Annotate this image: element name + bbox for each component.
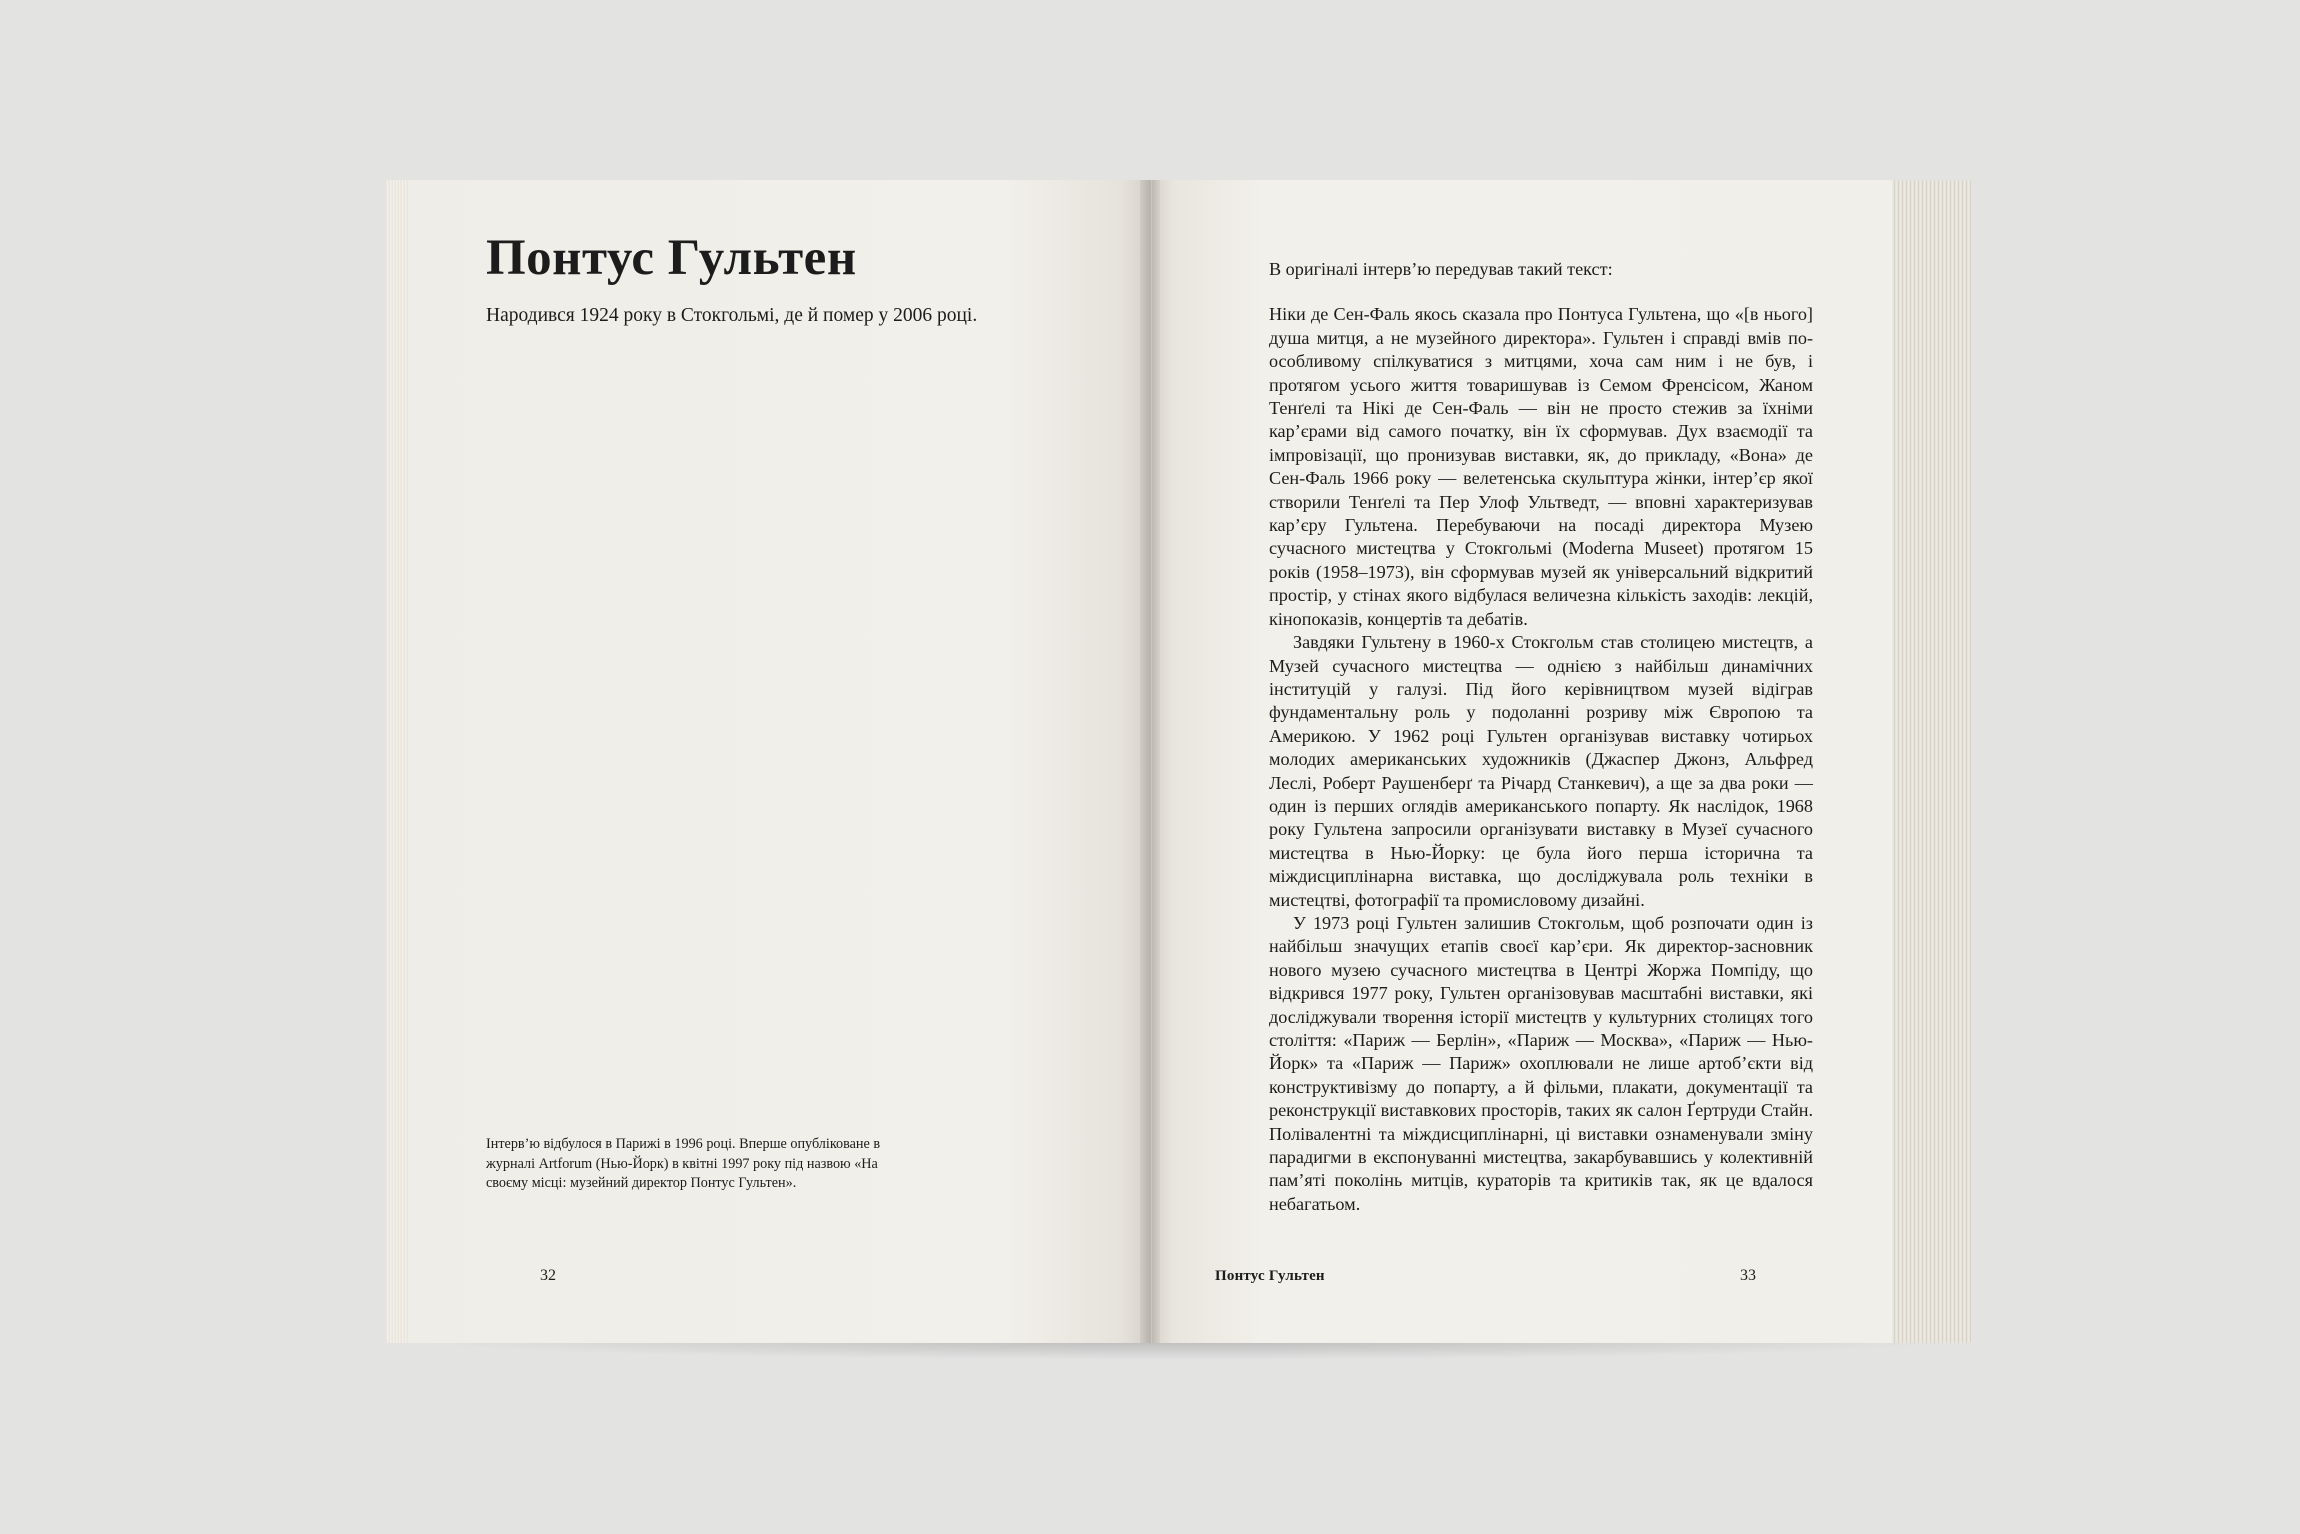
interview-footnote: Інтерв’ю відбулося в Парижі в 1996 році. Вперше опубліковане в журналі Artforum (Нью-Йорк) в квітні 1997 року під назвою «На своєму місці: музейний директор Понтус Гультен». — [486, 1136, 881, 1191]
body-paragraph-1: Ніки де Сен-Фаль якось сказала про Понтуса Гультена, що «[в нього] душа митця, а не музейного директора». Гультен і справді вмів по-особливому спілкуватися з митцями, хоча сам ним і не був, і протягом усього життя товаришував із Семом Френсісом, Жаном Тенґелі та Нікі де Сен-Фаль — він не просто стежив за їхніми кар’єрами від самого початку, він їх сформував. Дух взаємодії та імпровізації, що пронизував виставки, як, до прикладу, «Вона» де Сен-Фаль 1966 року — велетенська скульптура жінки, інтер’єр якої створили Тенґелі та Пер Улоф Ультведт, — вповні характеризував кар’єру Гультена. Перебуваючи на посаді директора Музею сучасного мистецтва у Стокгольмі (Moderna Museet) протягом 15 років (1958–1973), він сформував музей як універсальний відкритий простір, у стінах якого відбулася величезна кількість заходів: лекцій, кінопоказів, концертів та дебатів. — [1269, 304, 1813, 629]
running-head: Понтус Гультен — [1215, 1268, 1325, 1284]
chapter-title: Понтус Гультен — [486, 230, 857, 286]
page-number-left: 32 — [540, 1267, 556, 1284]
page-number-right: 33 — [1740, 1267, 1756, 1284]
book-spine — [1140, 180, 1160, 1343]
body-paragraph-3: У 1973 році Гультен залишив Стокгольм, щоб розпочати один із найбільш значущих етапів своєї кар’єри. Як директор-засновник нового музею сучасного мистецтва в Центрі Жоржа Помпіду, що відкрився 1977 року, Гультен організовував масштабні виставки, які досліджували творення історії мистецтв у культурних столицях того століття: «Париж — Берлін», «Париж — Москва», «Париж — Нью-Йорк» та «Париж — Париж» охоплювали не лише артоб’єкти від конструктивізму до попарту, а й фільми, плакати, документації та реконструкції виставкових просторів, таких як салон Ґертруди Стайн. Полівалентні та міждисциплінарні, ці виставки ознаменували зміну парадигми в експонуванні мистецтва, закарбувавшись у колективній пам’яті поколінь митців, кураторів та критиків так, як це вдалося небагатьом. — [1269, 912, 1813, 1214]
chapter-subtitle: Народився 1924 року в Стокгольмі, де й помер у 2006 році. — [486, 305, 978, 326]
body-paragraph-2: Завдяки Гультену в 1960-х Стокгольм став столицею мистецтв, а Музей сучасного мистецтва — однією з найбільш динамічних інституцій у галузі. Під його керівництвом музей відіграв фундаментальну роль у подоланні розриву між Європою та Америкою. У 1962 році Гультен організував виставку чотирьох молодих американських художників (Джаспер Джонз, Альфред Леслі, Роберт Раушенберґ та Річард Станкевич), а ще за два роки — один із перших оглядів американського попарту. Як наслідок, 1968 року Гультена запросили організувати виставку в Музеї сучасного мистецтва в Нью-Йорку: це була його перша історична та міждисциплінарна виставка, що досліджувала роль техніки в мистецтві, фотографії та промисловому дизайні. — [1269, 632, 1813, 910]
lead-line: В оригіналі інтерв’ю передував такий текст: — [1269, 259, 1613, 279]
body-text — [1269, 258, 1813, 1216]
